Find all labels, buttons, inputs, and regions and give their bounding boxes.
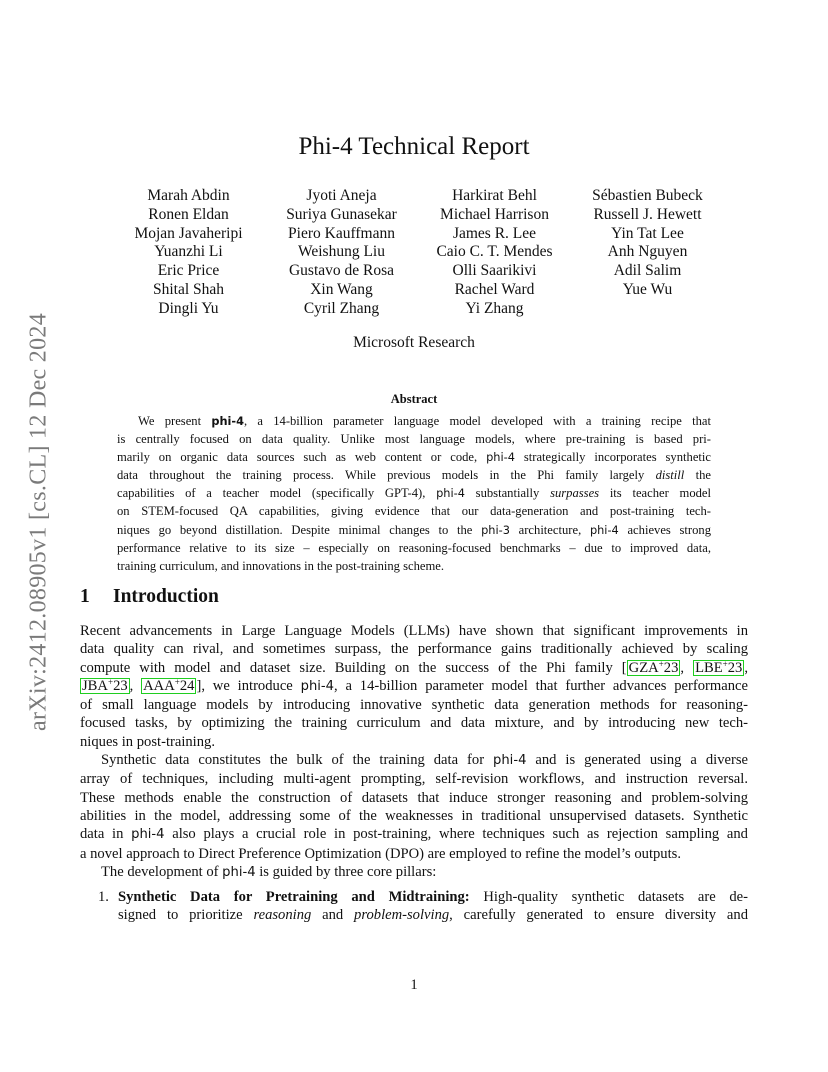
author-column	[418, 187, 571, 319]
body-line: The development of phi-4 is guided by three core pillars:	[101, 863, 437, 880]
author-column	[571, 187, 724, 319]
body-line: data in phi-4 also plays a crucial role in post-training, where techniques such as rejection sampling and	[80, 826, 748, 843]
body-line: of small language models by introducing innovative synthetic data generation methods for reasoning-	[80, 697, 748, 714]
abstract-heading: Abstract	[390, 392, 438, 406]
model-name: phi-4	[211, 414, 244, 428]
body-line: abilities in the model, addressing some of the weaknesses in traditional unsupervised datasets. Synthetic	[80, 807, 748, 824]
arxiv-id-text: arXiv:2412.08905v1 [cs.CL] 12 Dec 2024	[25, 313, 52, 731]
body-line: data quality can rival, and sometimes surpass, the performance gains traditionally achieved by scaling	[80, 641, 748, 658]
author-name: Sébastien Bubeck	[592, 187, 703, 204]
model-name: phi-4	[486, 450, 515, 465]
author-name: Rachel Ward	[454, 280, 535, 298]
model-name: phi-4	[300, 678, 334, 694]
citation-link[interactable]: LBE+23	[695, 658, 743, 676]
citation-link[interactable]: GZA+23	[628, 658, 679, 676]
author-name: Anh Nguyen	[607, 243, 688, 261]
body-line: focused tasks, by optimizing the training curriculum and data mixture, and by introducing new tech-	[80, 715, 748, 732]
intro-body	[80, 622, 748, 882]
body-line: a novel approach to Direct Preference Optimization (DPO) are employed to refine the model’s outputs.	[80, 845, 681, 862]
abstract-line: niques go beyond distillation. Despite minimal changes to the phi-3 architecture, phi-4 achieves strong	[117, 522, 712, 537]
author-name: Adil Salim	[613, 262, 682, 280]
author-name: Olli Saarikivi	[452, 262, 537, 280]
author-name: Weishung Liu	[297, 243, 385, 261]
author-name: Gustavo de Rosa	[288, 262, 395, 280]
author-name: Cyril Zhang	[303, 299, 380, 317]
section-title: Introduction	[113, 586, 219, 607]
author-name: Ronen Eldan	[148, 205, 229, 223]
abstract-line: We present phi-4, a 14-billion parameter language model developed with a training recipe that	[138, 414, 711, 428]
author-name: Marah Abdin	[147, 187, 230, 204]
author-name: Yi Zhang	[465, 299, 524, 317]
abstract-line: training curriculum, and innovations in the post-training scheme.	[117, 558, 445, 573]
body-line: JBA+23 , AAA+24 ], we introduce phi-4, a 14-billion parameter model that further advances performance	[82, 676, 748, 694]
body-line: signed to prioritize reasoning and problem-solving, carefully generated to ensure diversity and	[118, 907, 748, 924]
section-number: 1	[80, 586, 90, 607]
model-name: phi-4	[589, 522, 619, 537]
body-line: Synthetic data constitutes the bulk of the training data for phi-4 and is generated using a diverse	[101, 752, 748, 769]
pillars-list	[98, 888, 748, 925]
body-line: niques in post-training.	[80, 733, 215, 750]
list-item	[98, 888, 748, 925]
author-list	[112, 187, 724, 319]
abstract-line: is centrally focused on data quality. Unlike most language models, where pre-training is based pri-	[117, 432, 711, 447]
list-number: 1.	[98, 889, 109, 905]
body-line: compute with model and dataset size. Building on the success of the Phi family [ GZA+23 , LBE+23 ,	[80, 658, 748, 676]
arxiv-sidebar-stamp	[14, 286, 64, 758]
model-name: phi-4	[131, 827, 165, 843]
body-line: Synthetic Data for Pretraining and Midtraining: High-quality synthetic datasets are de-	[118, 889, 748, 905]
affiliation: Microsoft Research	[353, 334, 475, 351]
author-name: Yue Wu	[622, 280, 673, 298]
author-name: Caio C. T. Mendes	[436, 243, 553, 261]
author-column	[265, 187, 418, 319]
section-heading	[80, 586, 219, 608]
author-column	[112, 187, 265, 319]
author-name: Yuanzhi Li	[154, 243, 223, 261]
paper-title: Phi-4 Technical Report	[298, 133, 530, 160]
author-name: Harkirat Behl	[452, 187, 537, 204]
author-name: Shital Shah	[152, 280, 225, 298]
author-name: Xin Wang	[310, 280, 373, 298]
model-name: phi-4	[222, 864, 256, 880]
body-line: array of techniques, including multi-agent prompting, self-revision workflows, and instruction reversal.	[80, 771, 748, 788]
abstract-line: on STEM-focused QA capabilities, giving evidence that our data-generation and post-training tech-	[117, 504, 711, 519]
abstract-line: capabilities of a teacher model (specifically GPT-4), phi-4 substantially surpasses its teacher model	[117, 486, 712, 501]
abstract-body	[117, 412, 711, 575]
list-item-text	[118, 888, 748, 925]
author-name: Dingli Yu	[158, 299, 219, 317]
author-name: Jyoti Aneja	[306, 187, 377, 204]
body-line: These methods enable the construction of datasets that induce stronger reasoning and problem-solving	[80, 789, 748, 806]
body-line: Recent advancements in Large Language Models (LLMs) have shown that significant improvements in	[80, 623, 748, 639]
model-name: phi-4	[493, 753, 527, 769]
list-item-title: Synthetic Data for Pretraining and Midtraining:	[118, 889, 470, 905]
author-name: Russell J. Hewett	[593, 205, 702, 223]
author-name: Piero Kauffmann	[288, 224, 395, 242]
page-number: 1	[410, 977, 418, 993]
model-name: phi-4	[436, 486, 465, 501]
author-name: James R. Lee	[452, 224, 537, 242]
author-name: Suriya Gunasekar	[286, 205, 397, 223]
citation-link[interactable]: JBA+23	[82, 676, 128, 694]
citation-link[interactable]: AAA+24	[143, 676, 195, 694]
author-name: Yin Tat Lee	[611, 224, 684, 242]
model-name: phi-3	[481, 522, 510, 537]
abstract-line: performance relative to its size – especially on reasoning-focused benchmarks – due to improved data,	[117, 540, 711, 555]
author-name: Mojan Javaheripi	[134, 224, 243, 242]
abstract-line: data throughout the training process. While previous models in the Phi family largely distill the	[117, 468, 711, 483]
abstract-line: marily on organic data sources such as web content or code, phi-4 strategically incorporates synthetic	[117, 450, 712, 465]
author-name: Michael Harrison	[440, 205, 549, 223]
author-name: Eric Price	[157, 262, 220, 280]
